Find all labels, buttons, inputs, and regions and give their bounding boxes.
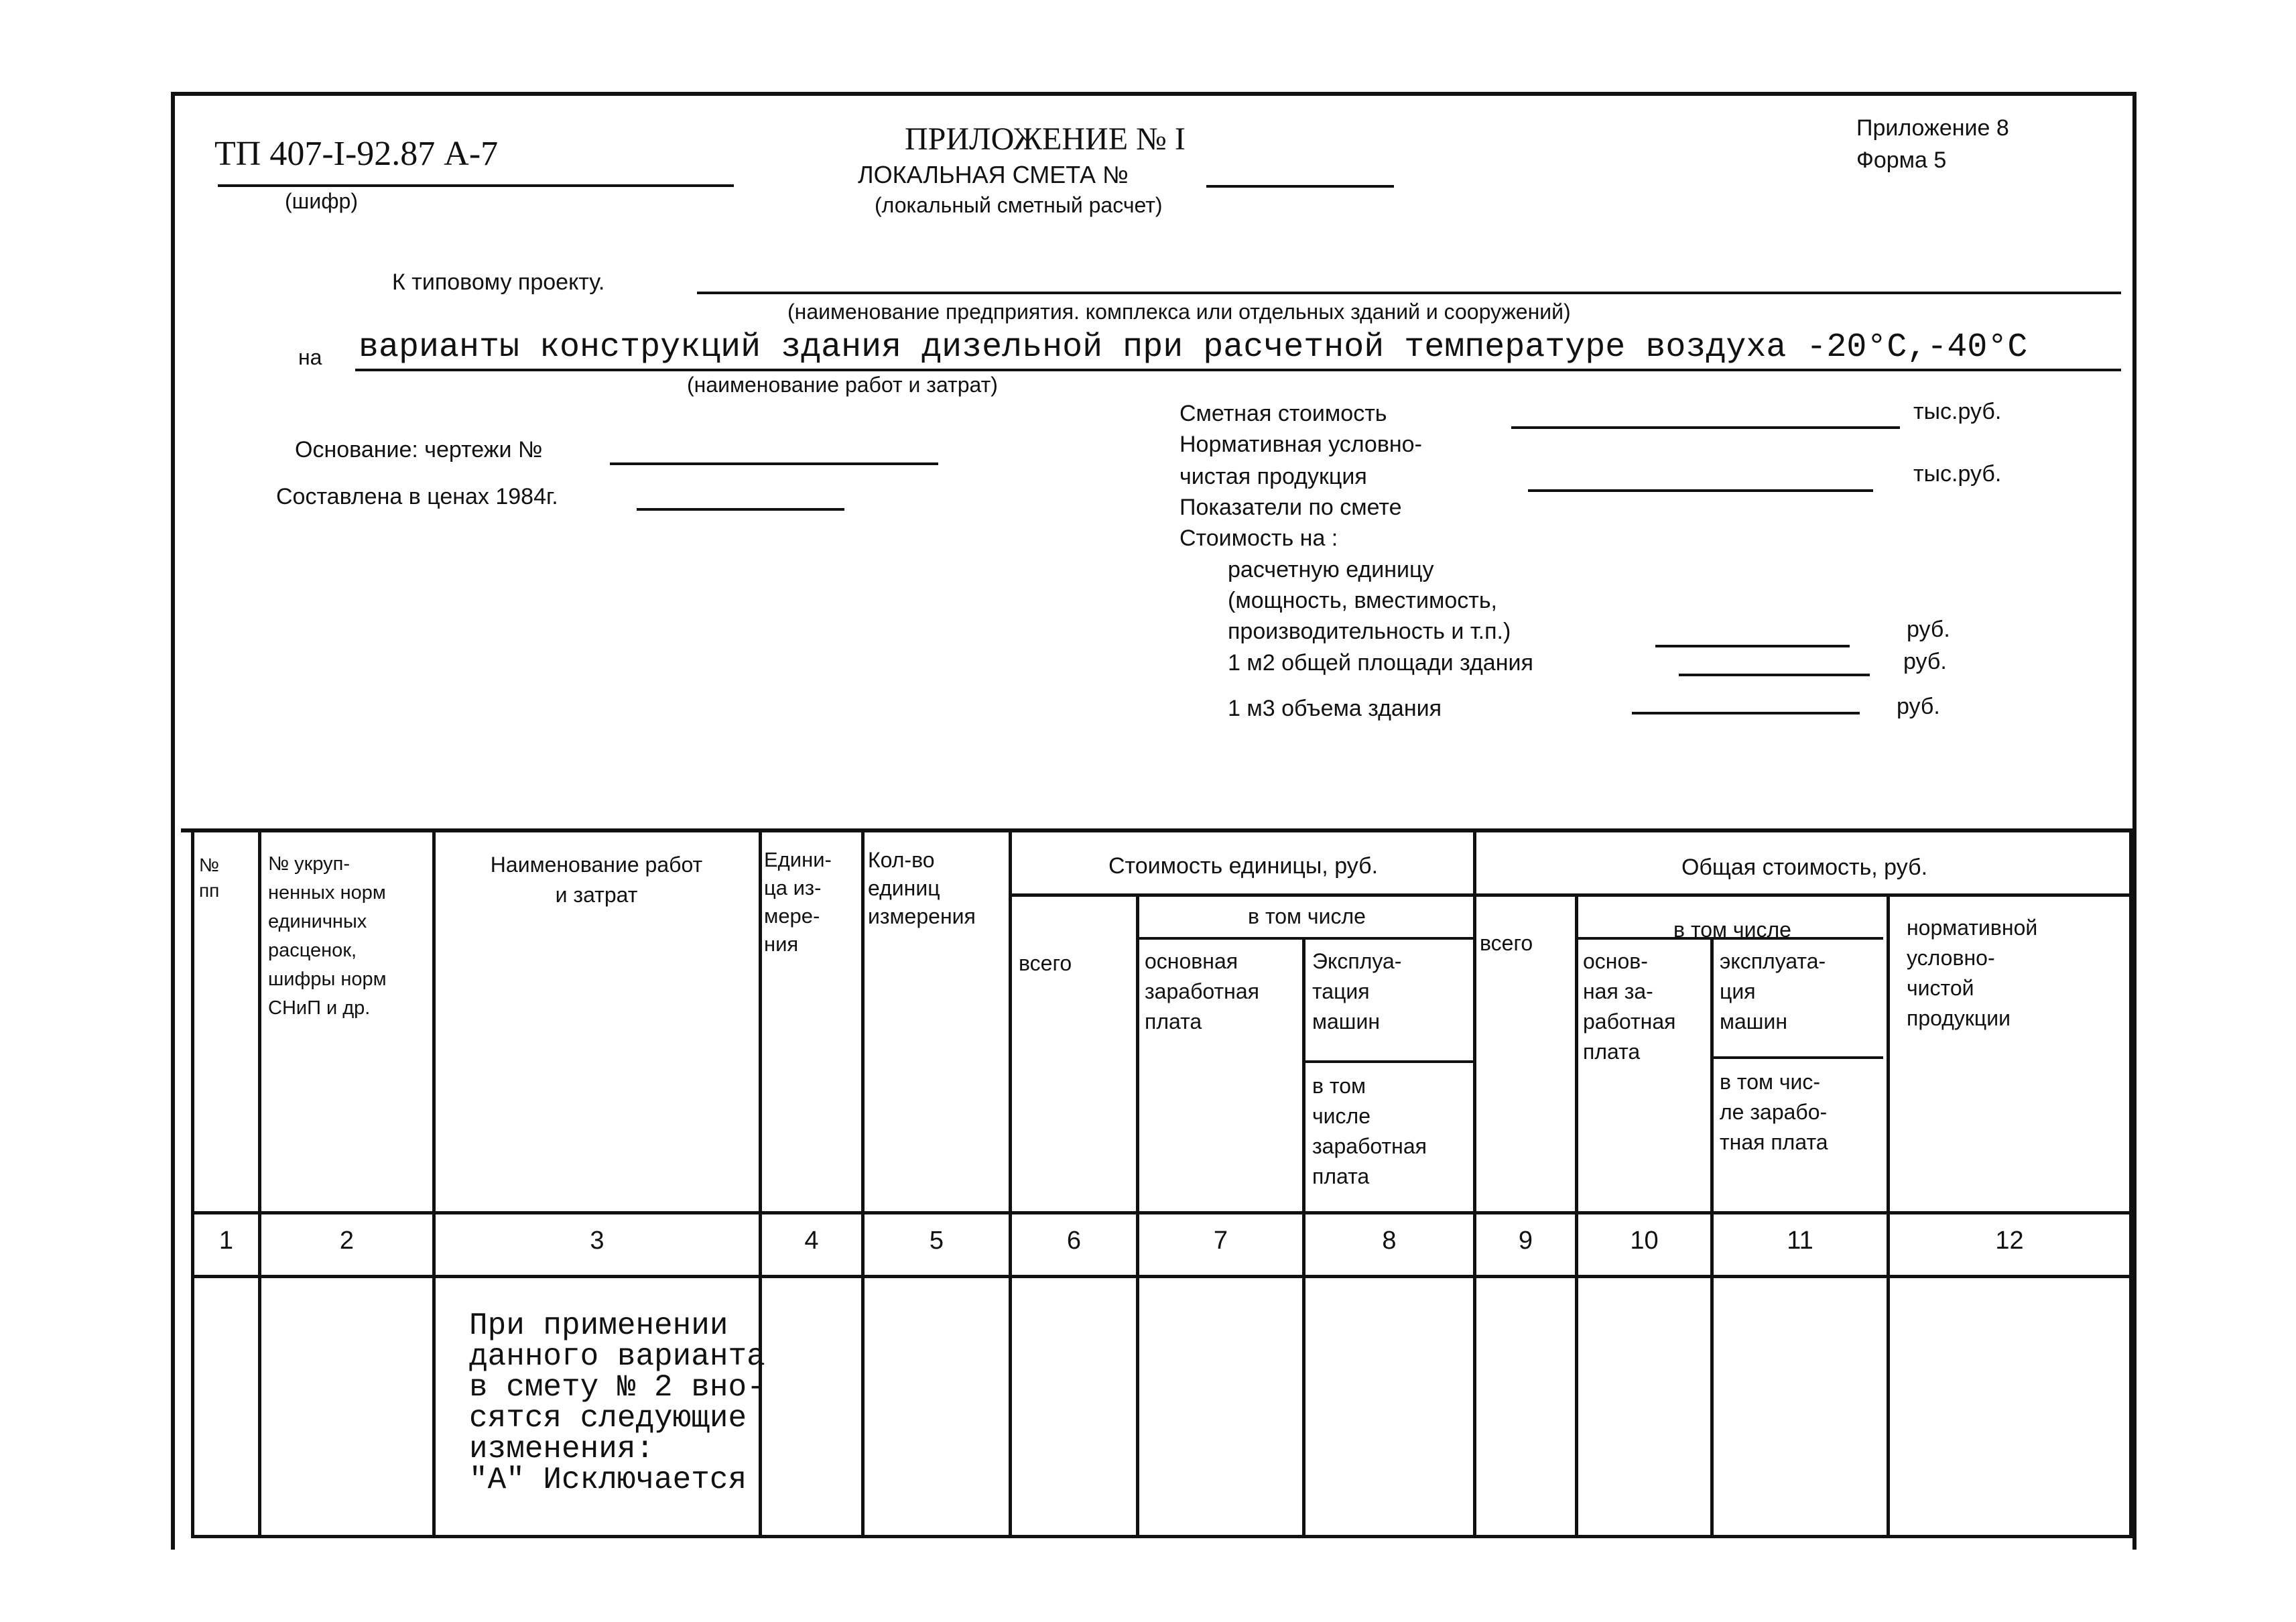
header-unit-all: всего xyxy=(1019,951,1072,975)
cost-for-label: Стоимость на : xyxy=(1179,525,1338,551)
header-incl-pay: в том числе заработная плата xyxy=(1312,1074,1427,1188)
appendix-ref: Приложение 8 xyxy=(1856,115,2009,141)
indicators-label: Показатели по смете xyxy=(1179,495,1402,520)
project-caption: (наименование предприятия. комплекса или отдельных зданий и сооружений) xyxy=(787,300,1571,324)
estimate-number-line xyxy=(1206,185,1394,188)
col-number: 9 xyxy=(1518,1227,1533,1255)
project-name-line xyxy=(697,292,2121,294)
table-top-border xyxy=(181,828,2132,832)
header-machines: Эксплуа- тация машин xyxy=(1312,949,1402,1034)
normative-label-1: Нормативная условно- xyxy=(1179,432,1422,457)
estimate-caption: (локальный сметный расчет) xyxy=(875,193,1163,217)
appendix-title: ПРИЛОЖЕНИЕ № I xyxy=(905,121,1186,157)
header-base-pay2: основ- ная за- работная плата xyxy=(1583,949,1676,1064)
header-machines2: эксплуата- ция машин xyxy=(1720,949,1826,1034)
area-unit: руб. xyxy=(1903,649,1947,674)
col-number: 4 xyxy=(804,1227,819,1255)
header-code: № укруп- ненных норм единичных расценок, шифры норм СНиП и др. xyxy=(268,853,387,1019)
header-no: № пп xyxy=(199,855,220,901)
volume-line xyxy=(1632,712,1860,714)
unit-label-1: расчетную единицу xyxy=(1228,557,1434,582)
header-name: Наименование работ и затрат xyxy=(490,853,703,907)
col-line-8 xyxy=(1473,828,1476,1538)
col-line-2 xyxy=(432,828,436,1538)
header-base-pay: основная заработная плата xyxy=(1145,949,1259,1034)
col-line-4 xyxy=(861,828,865,1538)
col-number: 6 xyxy=(1066,1227,1082,1255)
col-number: 12 xyxy=(1995,1227,2024,1255)
header-unit-incl: в том числе xyxy=(1248,904,1366,928)
work-name-line xyxy=(355,369,2121,371)
col-line-9 xyxy=(1575,893,1578,1538)
header-incl-pay2: в том чис- ле зарабо- тная плата xyxy=(1720,1070,1828,1154)
code-underline xyxy=(218,184,734,187)
volume-unit: руб. xyxy=(1897,694,1940,719)
code-caption: (шифр) xyxy=(285,189,358,213)
col-number: 2 xyxy=(339,1227,355,1255)
unit-label-2: (мощность, вместимость, xyxy=(1228,588,1497,613)
header-unit-cost: Стоимость единицы, руб. xyxy=(1108,853,1379,879)
row-description: При применении данного варианта в смету № 2 вно- сятся следующие изменения: "А" Исключается xyxy=(469,1308,765,1497)
col-number: 11 xyxy=(1787,1227,1813,1255)
unit-label-3: производительность и т.п.) xyxy=(1228,619,1511,644)
unit-machines-divider xyxy=(1303,1060,1474,1063)
header-total-all: всего xyxy=(1480,931,1533,955)
project-code: ТП 407-I-92.87 А-7 xyxy=(214,135,499,173)
normative-label-2: чистая продукция xyxy=(1179,464,1367,489)
prices-label: Составлена в ценах 1984г. xyxy=(276,484,558,509)
header-bottom-border xyxy=(191,1211,2132,1214)
form-ref: Форма 5 xyxy=(1856,147,1947,173)
col-line-11 xyxy=(1887,893,1890,1538)
col-number: 10 xyxy=(1630,1227,1659,1255)
area-line xyxy=(1679,674,1870,676)
col-line-6 xyxy=(1136,893,1139,1538)
volume-label: 1 м3 объема здания xyxy=(1228,696,1442,721)
header-unit: Едини- ца из- мере- ния xyxy=(764,848,832,956)
col-line-5 xyxy=(1009,828,1012,1538)
col-number: 1 xyxy=(218,1227,234,1255)
normative-line xyxy=(1528,489,1873,492)
work-name: варианты конструкций здания дизельной при расчетной температуре воздуха -20°С,-40°С xyxy=(359,328,2028,367)
header-total-incl: в том числе xyxy=(1673,918,1791,942)
estimated-cost-line xyxy=(1511,426,1900,429)
col-number: 3 xyxy=(590,1227,604,1255)
col-number: 7 xyxy=(1213,1227,1228,1255)
to-project-label: К типовому проекту. xyxy=(392,269,605,295)
col-number: 5 xyxy=(929,1227,944,1255)
col-number: 8 xyxy=(1382,1227,1397,1255)
estimated-cost-unit: тыс.руб. xyxy=(1913,399,2002,424)
col-line-1 xyxy=(258,828,261,1538)
on-label: на xyxy=(298,345,322,369)
header-qty: Кол-во единиц измерения xyxy=(868,848,976,928)
numbers-bottom-border xyxy=(191,1275,2132,1278)
unit-cost-line xyxy=(1655,645,1850,647)
normative-unit: тыс.руб. xyxy=(1913,461,2002,487)
prices-line xyxy=(637,508,844,511)
header-normative: нормативной условно- чистой продукции xyxy=(1907,916,2038,1030)
unit-cost-unit: руб. xyxy=(1907,617,1950,642)
basis-line xyxy=(610,462,938,465)
basis-label: Основание: чертежи № xyxy=(295,437,543,462)
work-caption: (наименование работ и затрат) xyxy=(687,373,998,397)
col-line-0 xyxy=(191,828,194,1538)
table-bottom-border xyxy=(191,1535,2132,1538)
estimate-title: ЛОКАЛЬНАЯ СМЕТА № xyxy=(858,161,1129,188)
estimated-cost-label: Сметная стоимость xyxy=(1179,401,1387,426)
cost-group-divider xyxy=(1009,893,2132,897)
header-total-cost: Общая стоимость, руб. xyxy=(1681,855,1928,880)
total-machines-divider xyxy=(1712,1056,1883,1059)
col-line-12 xyxy=(2129,828,2132,1538)
area-label: 1 м2 общей площади здания xyxy=(1228,650,1533,676)
